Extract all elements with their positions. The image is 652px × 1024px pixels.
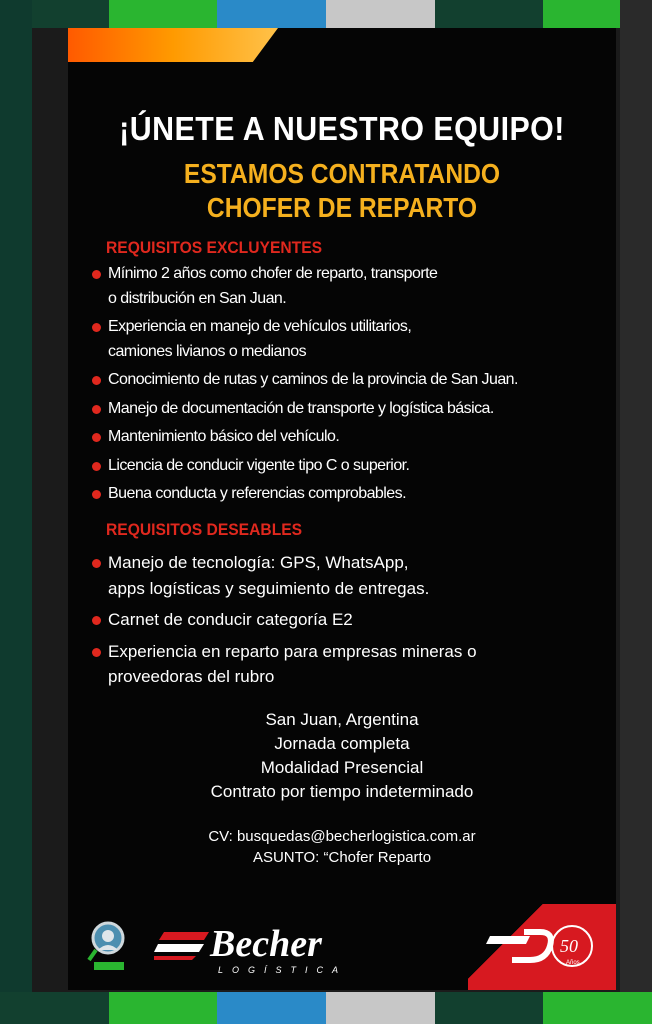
list-item-text: Licencia de conducir vigente tipo C o superior. bbox=[108, 456, 410, 474]
modality-text: Modalidad Presencial bbox=[260, 758, 424, 777]
bullet-icon bbox=[92, 270, 101, 279]
bullet-icon bbox=[92, 376, 101, 385]
list-item-text: proveedoras del rubro bbox=[108, 667, 275, 686]
list-item-text: Experiencia en reparto para empresas mineras o bbox=[108, 641, 477, 661]
list-item-text: Mantenimiento básico del vehículo. bbox=[108, 428, 340, 445]
email-subject: ASUNTO: “Chofer Reparto bbox=[252, 849, 432, 866]
list-item-text: Conocimiento de rutas y caminos de la provincia de San Juan. bbox=[108, 371, 518, 388]
anniversary-number: 50 bbox=[560, 936, 578, 956]
list-item bbox=[90, 397, 605, 422]
bullet-icon bbox=[92, 648, 101, 657]
brand-name: Becher bbox=[210, 923, 322, 965]
list-item bbox=[90, 368, 605, 393]
schedule-text: Jornada completa bbox=[274, 734, 410, 753]
headline: ¡ÚNETE A NUESTRO EQUIPO! bbox=[119, 110, 565, 147]
subhead-line-2: CHOFER DE REPARTO bbox=[206, 192, 478, 223]
job-poster bbox=[68, 28, 616, 990]
list-item-text: camiones livianos o medianos bbox=[108, 342, 307, 360]
list-item bbox=[90, 262, 605, 311]
list-item bbox=[90, 315, 605, 364]
required-title: REQUISITOS EXCLUYENTES bbox=[106, 238, 323, 257]
bullet-icon bbox=[92, 433, 101, 442]
bullet-icon bbox=[92, 616, 101, 625]
list-item-text: apps logísticas y seguimiento de entregas. bbox=[108, 578, 430, 598]
cv-email: CV: busquedas@becherlogistica.com.ar bbox=[208, 828, 476, 845]
list-item-text: Manejo de tecnología: GPS, WhatsApp, bbox=[108, 553, 409, 572]
location-text: San Juan, Argentina bbox=[265, 710, 419, 729]
right-side-band bbox=[620, 0, 652, 1024]
bullet-icon bbox=[92, 405, 101, 414]
becher-logo-icon bbox=[154, 916, 394, 976]
bullet-icon bbox=[92, 490, 101, 499]
list-item bbox=[90, 550, 605, 601]
esj-logo-icon bbox=[86, 916, 130, 978]
contact-info bbox=[68, 826, 616, 868]
top-color-stripes bbox=[0, 0, 652, 28]
list-item-text: Carnet de conducir categoría E2 bbox=[108, 610, 353, 629]
list-item-text: o distribución en San Juan. bbox=[108, 289, 287, 307]
bullet-icon bbox=[92, 559, 101, 568]
corner-accent bbox=[68, 28, 278, 62]
anniversary-banner bbox=[468, 904, 616, 990]
job-details bbox=[68, 708, 616, 804]
list-item-text: Mínimo 2 años como chofer de reparto, transporte bbox=[108, 265, 438, 282]
bullet-icon bbox=[92, 462, 101, 471]
list-item-text: Manejo de documentación de transporte y logística básica. bbox=[108, 399, 494, 417]
list-item bbox=[90, 454, 605, 479]
list-item bbox=[90, 607, 605, 633]
required-list bbox=[90, 262, 605, 507]
list-item bbox=[90, 425, 605, 450]
brand-tagline: LOGÍSTICA bbox=[218, 965, 348, 975]
list-item bbox=[90, 482, 605, 507]
bottom-color-stripes bbox=[0, 992, 652, 1024]
left-side-band bbox=[0, 0, 32, 1024]
anniversary-word: Años bbox=[566, 960, 580, 966]
fifty-years-icon bbox=[484, 920, 604, 972]
list-item bbox=[90, 639, 605, 690]
contract-text: Contrato por tiempo indeterminado bbox=[210, 782, 474, 801]
desirable-title: REQUISITOS DESEABLES bbox=[106, 520, 303, 539]
desirable-list bbox=[90, 550, 605, 696]
list-item-text: Experiencia en manejo de vehículos utilitarios, bbox=[108, 318, 412, 335]
list-item-text: Buena conducta y referencias comprobables. bbox=[108, 485, 406, 502]
subhead-line-1: ESTAMOS CONTRATANDO bbox=[183, 158, 501, 189]
bullet-icon bbox=[92, 323, 101, 332]
